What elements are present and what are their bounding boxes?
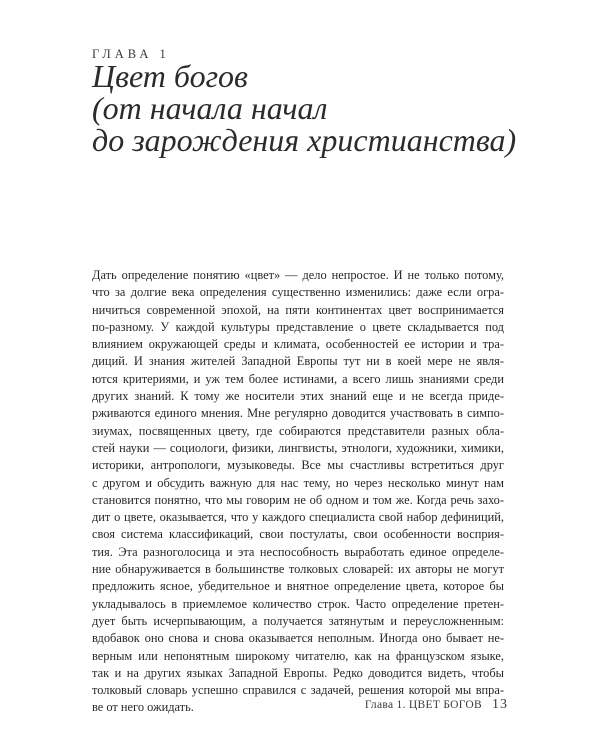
text-line: так и на других языках Западной Европы. Редко доводится видеть, чтобы	[92, 665, 504, 680]
text-line: ничиться современной эпохой, на пяти континентах цвет воспринимается	[92, 302, 504, 317]
page-footer	[365, 697, 508, 713]
text-line: историки, антропологи, музыковеды. Все мы счастливы встретиться друг	[92, 458, 504, 473]
text-line: дует быть исчерпывающим, а получается затянутым и переусложненным:	[92, 613, 504, 628]
running-head: Глава 1. ЦВЕТ БОГОВ	[364, 699, 482, 711]
text-line: диций. И знания жителей Западной Европы тут ни в коей мере не явля-	[92, 354, 504, 369]
text-line: верным или непонятным широкому читателю, как на французском языке,	[92, 648, 504, 663]
text-line: ются критериями, и уж тем более истинами, а всего лишь знаниями среди	[92, 371, 504, 386]
text-line: ве от него ожидать.	[92, 700, 194, 715]
page-number: 13	[492, 697, 508, 712]
chapter-title-line: Цвет богов	[92, 58, 248, 94]
text-line: что за долгие века определения существенно изменились: даже если огра-	[92, 285, 504, 300]
text-line: дит о цвете, оказывается, что у каждого специалиста свой набор дефиниций,	[92, 510, 504, 525]
text-line: укладывалось в приемлемое количество строк. Часто определение претен-	[92, 596, 504, 611]
text-line: ние обнаруживается в большинстве толковых словарей: их авторы не могут	[92, 562, 504, 577]
chapter-title-line: (от начала начал	[92, 90, 328, 126]
text-line: тия. Эта разноголосица и эта неспособность выработать единое определе-	[92, 544, 504, 559]
text-line: с другом и обсудить важную для нас тему, но через несколько минут нам	[92, 475, 504, 490]
text-line: стей науки — социологи, физики, лингвисты, этнологи, художники, химики,	[92, 440, 504, 455]
chapter-label: ГЛАВА 1	[92, 47, 170, 61]
text-line: толковый словарь успешно справился с задачей, решения которой мы впра-	[92, 683, 504, 698]
chapter-title	[92, 60, 516, 156]
text-line: становится понятно, что мы говорим не об одном и том же. Когда речь захо-	[92, 492, 504, 507]
text-line: по-разному. У каждой культуры представление о цвете складывается под	[92, 319, 504, 334]
text-line: влиянием окружающей среды и климата, особенностей ее истории и тра-	[92, 337, 504, 352]
text-line: рживаются единого мнения. Мне регулярно доводится участвовать в симпо-	[92, 406, 504, 421]
body-paragraph	[92, 267, 504, 717]
text-line: вдобавок оно снова и снова оказывается неполным. Иногда оно бывает не-	[92, 631, 504, 646]
text-line: предложить ясное, убедительное и внятное определение цвета, которое бы	[92, 579, 504, 594]
chapter-title-line: до зарождения христианства)	[92, 122, 517, 158]
text-line: Дать определение понятию «цвет» — дело непростое. И не только потому,	[92, 268, 504, 282]
text-line: своя система классификаций, свои постулаты, свои особенности восприя-	[92, 527, 504, 542]
text-line: других знаний. К тому же носители этих знаний еще и не всегда приде-	[92, 389, 504, 404]
text-line: зиумах, посвященных цвету, где собираются представители разных обла-	[92, 423, 504, 438]
